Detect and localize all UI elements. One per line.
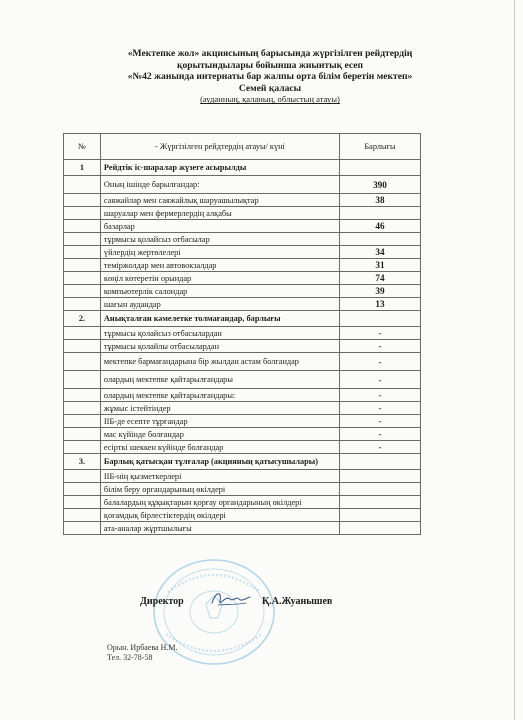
row-label: тұрмысы қолайлы отбасылардан [100,340,339,353]
row-number-cell [64,194,101,207]
row-label: үйлердің жертөлелері [100,246,339,259]
row-value: - [339,340,420,353]
row-value [339,496,420,509]
table-row [64,496,421,509]
row-number-cell [64,327,101,340]
row-value: - [339,353,420,371]
row-number-cell [64,246,101,259]
row-label: мектепке бармағандарына бір жылдан астам болғандар [100,353,339,371]
section-title: Анықталған кәмелетке толмағандар, барлығы [100,311,339,327]
table-row [64,470,421,483]
table-row [64,428,421,441]
section-number: 1 [64,160,101,176]
row-number-cell [64,353,101,371]
row-label: көңіл көтеретін орындар [100,272,339,285]
row-label: теміржолдар мен автовокзалдар [100,259,339,272]
director-name: Қ.А.Жуанышев [262,596,333,607]
table-row [64,415,421,428]
col-header-name-text: Жүргізілген рейдтердің атауы/ күні [159,142,285,151]
section-row [64,311,421,327]
header-subtitle: (ауданның, қаланың, облыстың атауы) [200,94,340,105]
col-header-num: № [64,134,101,160]
row-label: ата-аналар жұртшылығы [100,522,339,535]
section-row [64,160,421,176]
table-header-row [64,134,421,160]
row-number-cell [64,259,101,272]
section-total-cell [339,160,420,176]
director-signature [208,587,254,611]
section-number: 3. [64,454,101,470]
report-table-body [64,160,421,535]
row-value: - [339,441,420,454]
row-value: - [339,371,420,389]
table-row [64,327,421,340]
row-label: шаруалар мен фермерлердің алқабы [100,207,339,220]
row-number-cell [64,402,101,415]
row-value: - [339,415,420,428]
section-row [64,454,421,470]
table-row [64,402,421,415]
table-row [64,340,421,353]
row-value: 74 [339,272,420,285]
row-value: - [339,402,420,415]
header-line-3: «№42 жанында интернаты бар жалпы орта білім беретін мектеп» [127,71,413,83]
report-table [63,133,421,535]
row-number-cell [64,220,101,233]
row-label: олардың мектепке қайтарылғандары: [100,389,339,402]
section-total-cell [339,454,420,470]
row-number-cell [64,483,101,496]
row-value: 39 [339,285,420,298]
row-value: - [339,428,420,441]
document-header [60,48,480,105]
table-row [64,207,421,220]
table-row [64,246,421,259]
row-value: 390 [339,176,420,194]
row-number-cell [64,176,101,194]
row-value: - [339,327,420,340]
row-label: тұрмысы қолайсыз отбасылардан [100,327,339,340]
row-value: 46 [339,220,420,233]
row-value: 38 [339,194,420,207]
row-label: мас күйінде болғандар [100,428,339,441]
row-number-cell [64,285,101,298]
section-number: 2. [64,311,101,327]
row-value [339,233,420,246]
table-row [64,220,421,233]
section-title: Рейдтік іс-шаралар жүзеге асырылды [100,160,339,176]
table-row [64,441,421,454]
row-number-cell [64,509,101,522]
section-title: Барлық қатысқан тұлғалар (акцияның қатысушылары) [100,454,339,470]
table-row [64,259,421,272]
row-value: 13 [339,298,420,311]
row-label: білім беру органдарының өкілдері [100,483,339,496]
row-label: балалардың құқықтарын қорғау органдарының өкілдері [100,496,339,509]
col-header-total: Барлығы [339,134,420,160]
row-value: 31 [339,259,420,272]
row-label: шағын аудандар [100,298,339,311]
row-number-cell [64,496,101,509]
row-label: жұмыс істейтіндер [100,402,339,415]
table-row [64,522,421,535]
row-value [339,522,420,535]
row-label: ІІБ-де есепте тұрғандар [100,415,339,428]
row-value: - [339,389,420,402]
row-number-cell [64,298,101,311]
director-title: Директор [140,596,184,607]
row-number-cell [64,441,101,454]
row-label: саяжайлар мен саяжайлық шаруашылықтар [100,194,339,207]
row-label: қоғамдық бірлестіктердің өкілдері [100,509,339,522]
row-number-cell [64,371,101,389]
table-row [64,194,421,207]
row-number-cell [64,272,101,285]
row-label: базарлар [100,220,339,233]
row-label: Оның ішінде барылғандар: [100,176,339,194]
header-line-2: қорытындылары бойынша жиынтық есеп [176,59,364,71]
table-row [64,176,421,194]
table-row [64,298,421,311]
row-label: олардың мектепке қайтарылғандары [100,371,339,389]
table-row [64,483,421,496]
row-number-cell [64,340,101,353]
row-number-cell [64,389,101,402]
table-row [64,389,421,402]
row-value [339,509,420,522]
col-header-name [100,134,339,160]
row-number-cell [64,470,101,483]
row-label: есірткі шеккен күйінде болғандар [100,441,339,454]
header-line-1: «Мектепке жол» акциясының барысында жүргізілген рейдтердің [127,48,413,59]
row-label: тұрмысы қолайсыз отбасылар [100,233,339,246]
executor-footer [107,643,178,663]
row-number-cell [64,233,101,246]
row-value: 34 [339,246,420,259]
bullet-mark: - [154,142,160,151]
table-row [64,272,421,285]
row-number-cell [64,522,101,535]
executor-name: Орын. Ирбаева Н.М. [107,643,178,652]
row-value [339,470,420,483]
scan-edge-line [514,0,515,720]
row-label: компьютерлік салондар [100,285,339,298]
section-total-cell [339,311,420,327]
header-line-4: Семей қаласы [238,82,302,94]
executor-phone: Тел. 32-78-58 [107,653,153,662]
row-number-cell [64,415,101,428]
row-value [339,483,420,496]
table-row [64,233,421,246]
table-row [64,353,421,371]
row-label: ІІБ-нің қызметкерлері [100,470,339,483]
row-number-cell [64,207,101,220]
table-row [64,509,421,522]
table-row [64,371,421,389]
row-number-cell [64,428,101,441]
table-row [64,285,421,298]
row-value [339,207,420,220]
